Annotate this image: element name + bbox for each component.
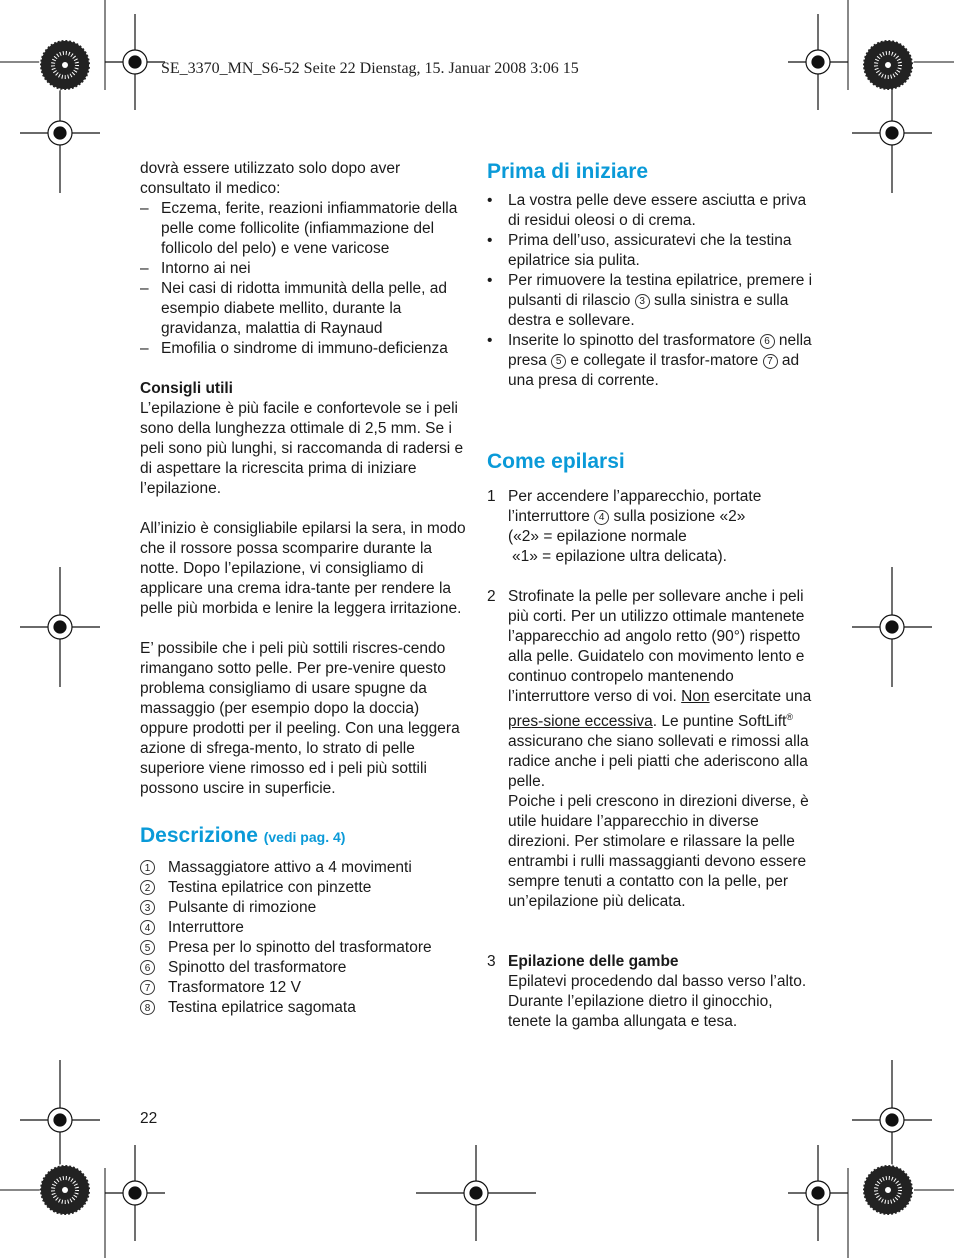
list-item: • La vostra pelle deve essere asciutta e priva di residui oleosi o di crema. [487,192,807,229]
step-3: 3 Epilazione delle gambe Epilatevi procedendo dal basso verso l’alto. Durante l’epilazione dietro il ginocchio, tenete la gamba allungata e tesa. [487,953,807,1031]
list-item: – Intorno ai nei [140,260,251,277]
print-header: SE_3370_MN_S6-52 Seite 22 Dienstag, 15. Januar 2008 3:06 15 [161,60,579,77]
prima-heading: Prima di iniziare [487,160,649,183]
tips-title: Consigli utili [140,380,233,397]
left-column [140,159,470,1018]
conditions-list [140,199,470,359]
list-item: • Prima dell’uso, assicuratevi che la testina epilatrice sia pulita. [487,232,792,269]
list-item: 3 Pulsante di rimozione [140,898,470,918]
list-item: • Per rimuovere la testina epilatrice, premere i pulsanti di rilascio 3 sulla sinistra e sulla destra e sollevare. [487,272,813,329]
intro-text: dovrà essere utilizzato solo dopo aver consultato il medico: [140,160,401,197]
list-item: 4 Interruttore [140,918,470,938]
list-item: 7 Trasformatore 12 V [140,978,470,998]
right-column [487,159,813,1032]
list-item: 1 Massaggiatore attivo a 4 movimenti [140,858,470,878]
tips-paragraph-3: E’ possibile che i peli più sottili riscres-cendo rimangano sotto pelle. Per pre-venire questo problema consigliamo di usare spugne da massaggio (per esempio dopo la doccia) oppure prodotti per il peeling. Con una leggera azione di sfrega-mento, lo strato di pelle superiore viene rimosso ed i peli più sottili possono uscire in superficie. [140,640,460,797]
list-item: – Emofilia o sindrome di immuno-deficienza [140,340,448,357]
list-item: 2 Testina epilatrice con pinzette [140,878,470,898]
list-item: 6 Spinotto del trasformatore [140,958,470,978]
prima-list [487,191,813,391]
come-heading: Come epilarsi [487,450,625,473]
description-list [140,858,470,1018]
list-item: – Nei casi di ridotta immunità della pelle, ad esempio diabete mellito, durante la gravidanza, malattia di Raynaud [140,280,448,337]
list-item: 8 Testina epilatrice sagomata [140,998,470,1018]
list-item: • Inserite lo spinotto del trasformatore 6 nella presa 5 e collegate il trasfor-matore 7 ad una presa di corrente. [487,332,812,389]
list-item: 5 Presa per lo spinotto del trasformatore [140,938,470,958]
description-heading: Descrizione (vedi pag. 4) [140,824,346,847]
tips-paragraph-2: All’inizio è consigliabile epilarsi la sera, in modo che il rossore possa scomparire durante la notte. Dopo l’epilazione, vi consigliamo di applicare una crema idra-tante per rendere la pelle più morbida e lenire la leggera irritazione. [140,520,466,617]
page-number: 22 [140,1110,158,1127]
tips-paragraph-1: L’epilazione è più facile e confortevole se i peli sono della lunghezza ottimale di 2,5 mm. Se i peli sono più lunghi, si raccomanda di radersi e di aspettare la ricrescita prima di iniziare l’epilazione. [140,400,464,497]
step-1: 1 Per accendere l’apparecchio, portate l’interruttore 4 sulla posizione «2» («2» = epilazione normale «1» = epilazione ultra delicata). [487,488,762,565]
step-2: 2 Strofinate la pelle per sollevare anche i peli più corti. Per un utilizzo ottimale mantenete l’apparecchio ad angolo retto (90°) rispetto alla pelle. Guidatelo con movimento lento e continuo contropelo mantenendo l’interruttore verso di voi. Non esercitate una pres-sione eccessiva. Le puntine SoftLift® assicurano che siano sollevati e rimossi alla radice anche i peli piatti che aderiscono alla pelle. Poiche i peli crescono in direzioni diverse, è utile huidare l’apparecchio in diverse direzioni. Per stimolare e rilassare la pelle entrambi i rulli massaggianti devono essere sempre tenuti a contatto con la pelle, per un’epilazione più delicata. [487,588,812,911]
list-item: – Eczema, ferite, reazioni infiammatorie della pelle come follicolite (infiammazione del follicolo del pelo) e vene varicose [140,200,458,257]
